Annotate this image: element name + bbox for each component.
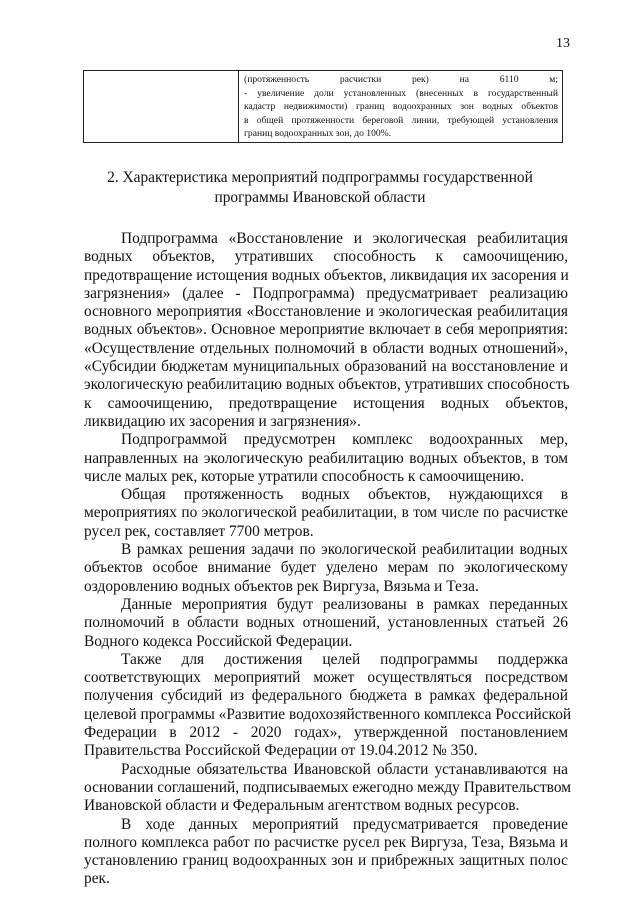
table-cell-empty (84, 71, 239, 143)
continuation-table (83, 70, 563, 143)
text-line: полномочий в области водных отношений, установленных статьей 26 (84, 614, 568, 632)
section-heading-line: 2. Характеристика мероприятий подпрограммы государственной (107, 169, 533, 186)
text-line: водных объектов, утративших способность к самоочищению, (84, 248, 568, 266)
text-line: Ивановской области и Федеральным агентством водных ресурсов. (84, 797, 520, 815)
text-line: «Осуществление отдельных полномочий в области водных отношений», (84, 339, 568, 357)
text-line: В рамках решения задачи по экологической реабилитации водных (121, 541, 568, 559)
text-line: установлению границ водоохранных зон и прибрежных защитных полос (84, 852, 568, 870)
text-line: загрязнения» (далее - Подпрограмма) предусматривает реализацию (84, 284, 568, 302)
table-cell-line: в общей протяженности береговой линии, требующей установления (244, 114, 558, 126)
text-line: полного комплекса работ по расчистке русел рек Виргуза, Теза, Вязьма и (84, 833, 568, 851)
section-heading (70, 168, 570, 208)
page-number: 13 (556, 36, 570, 51)
text-line: предотвращение истощения водных объектов, ликвидация их засорения и (84, 266, 569, 284)
text-line: Общая протяженность водных объектов, нуждающихся в (121, 486, 568, 504)
text-line: получения субсидий из федерального бюджета в рамках федеральной (84, 687, 568, 705)
text-line: Также для достижения целей подпрограммы поддержка (121, 650, 568, 668)
text-line: В ходе данных мероприятий предусматривается проведение (121, 815, 568, 833)
paragraph (84, 816, 568, 889)
text-line: русел рек, составляет 7700 метров. (84, 522, 314, 540)
table-cell-line: - увеличение доли установленных (внесенных в государственный (244, 87, 558, 99)
paragraph (84, 541, 568, 596)
text-line: к самоочищению, предотвращение истощения водных объектов, (84, 394, 568, 412)
text-line: Федерации в 2012 - 2020 годах», утвержденной постановлением (84, 724, 568, 742)
table-cell-line: кадастр недвижимости) границ водоохранных зон водных объектов (244, 101, 558, 112)
text-line: Подпрограмма «Восстановление и экологическая реабилитация (121, 230, 568, 247)
text-line: объектов особое внимание будет уделено мерам по экологическому (84, 559, 568, 577)
table-cell-line: (протяженность расчистки рек) на 6110 м; (244, 74, 558, 85)
table-row (84, 71, 563, 143)
paragraph (84, 431, 568, 486)
paragraph (84, 760, 571, 816)
text-line: водных объектов». Основное мероприятие включает в себя мероприятия: (84, 321, 568, 339)
text-line: основании соглашений, подписываемых ежегодно между Правительством (84, 778, 571, 796)
text-line: Водного кодекса Российской Федерации. (84, 632, 353, 650)
section-heading-line: программы Ивановской области (214, 189, 426, 206)
text-line: Правительства Российской Федерации от 19.04.2012 № 350. (84, 742, 478, 760)
paragraph (84, 230, 568, 431)
text-line: рек. (84, 870, 110, 888)
text-line: Подпрограммой предусмотрен комплекс водоохранных мер, (121, 431, 568, 449)
text-line: мероприятиях по экологической реабилитации, в том числе по расчистке (84, 504, 568, 522)
table-cell-text (239, 71, 563, 143)
body-text (84, 230, 572, 889)
text-line: соответствующих мероприятий может осуществляться посредством (84, 669, 568, 687)
text-line: числе малых рек, которые утратили способность к самоочищению. (84, 467, 525, 485)
paragraph (84, 596, 568, 651)
text-line: направленных на экологическую реабилитацию водных объектов, в том (84, 449, 568, 467)
text-line: основного мероприятия «Восстановление и экологическая реабилитация (84, 303, 568, 321)
text-line: «Субсидии бюджетам муниципальных образований на восстановление и (84, 358, 568, 376)
text-line: ликвидацию их засорения и загрязнения». (84, 412, 361, 430)
table-cell-line: границ водоохранных зон, до 100%. (244, 128, 392, 139)
paragraph (84, 650, 572, 761)
text-line: оздоровлению водных объектов рек Виргуза, Вязьма и Теза. (84, 577, 479, 595)
text-line: целевой программы «Развитие водохозяйственного комплекса Российской (84, 705, 572, 723)
paragraph (84, 486, 568, 541)
text-line: Данные мероприятия будут реализованы в рамках переданных (121, 595, 568, 613)
text-line: Расходные обязательства Ивановской области устанавливаются на (121, 760, 568, 778)
text-line: экологическую реабилитацию водных объектов, утративших способность (84, 376, 570, 394)
